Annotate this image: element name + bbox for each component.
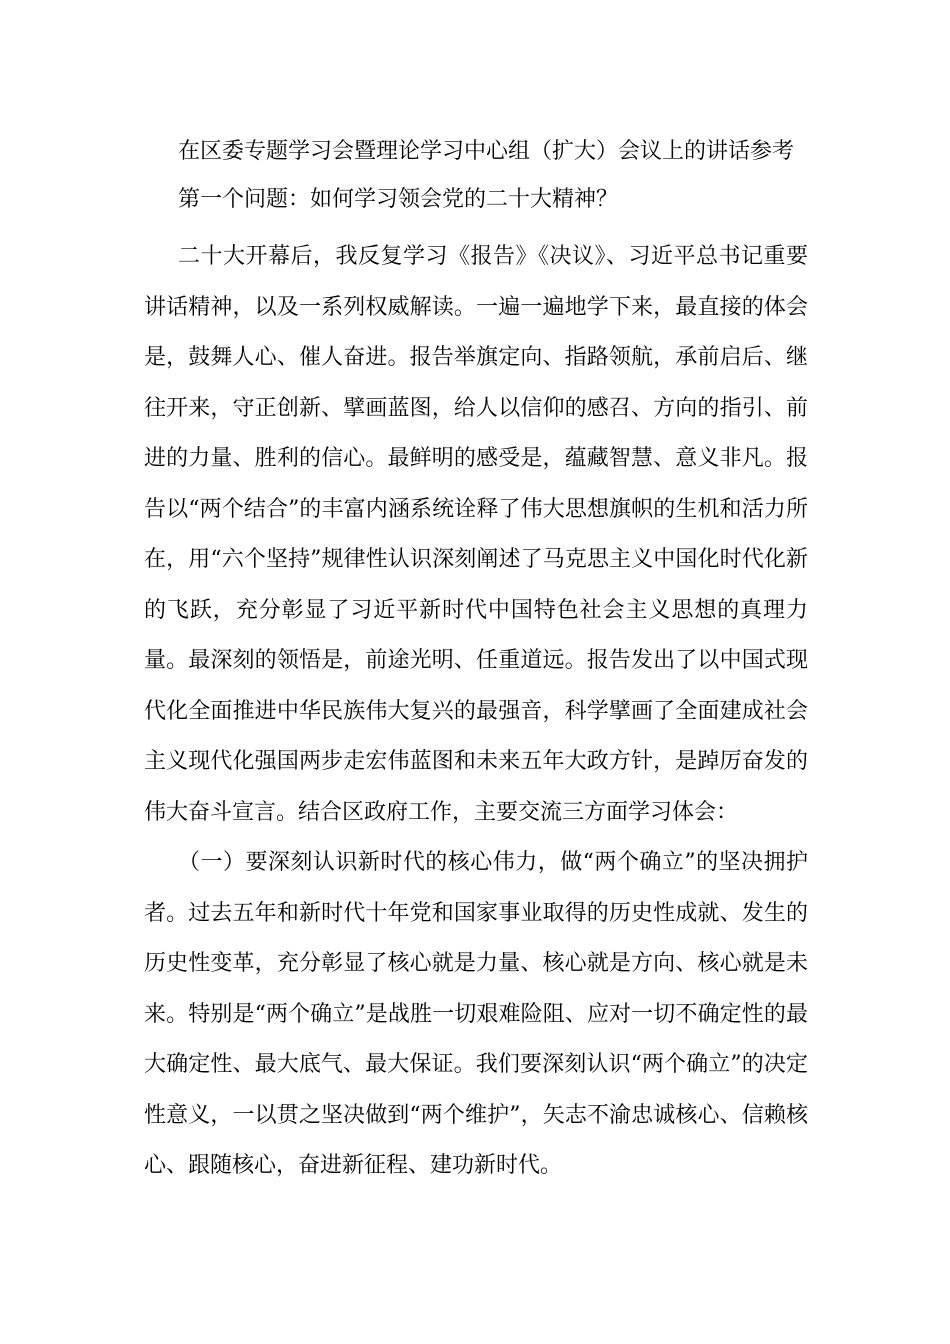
document-page — [144, 130, 808, 1192]
question-heading: 第一个问题：如何学习领会党的二十大精神？ — [178, 187, 619, 212]
paragraph-intro: 二十大开幕后，我反复学习《报告》《决议》、习近平总书记重要讲话精神，以及一系列权威解读。一遍一遍地学下来，最直接的体会是，鼓舞人心、催人奋进。报告举旗定向、指路领航，承前启后、继往开来，守正创新、擘画蓝图，给人以信仰的感召、方向的指引、前进的力量、胜利的信心。最鲜明的感受是，蕴藏智慧、意义非凡。报告以“两个结合”的丰富内涵系统诠释了伟大思想旗帜的生机和活力所在，用“六个坚持”规律性认识深刻阐述了马克思主义中国化时代化新的飞跃，充分彰显了习近平新时代中国特色社会主义思想的真理力量。最深刻的领悟是，前途光明、任重道远。报告发出了以中国式现代化全面推进中华民族伟大复兴的最强音，科学擘画了全面建成社会主义现代化强国两步走宏伟蓝图和未来五年大政方针，是踔厉奋发的伟大奋斗宣言。结合区政府工作，主要交流三方面学习体会： — [144, 244, 808, 825]
paragraph-section-one: （一）要深刻认识新时代的核心伟力，做“两个确立”的坚决拥护者。过去五年和新时代十年党和国家事业取得的历史性成就、发生的历史性变革，充分彰显了核心就是力量、核心就是方向、核心就是未来。特别是“两个确立”是战胜一切艰难险阻、应对一切不确定性的最大确定性、最大底气、最大保证。我们要深刻认识“两个确立”的决定性意义，一以贯之坚决做到“两个维护”，矢志不渝忠诚核心、信赖核心、跟随核心，奋进新征程、建功新时代。 — [144, 850, 808, 1178]
document-title: 在区委专题学习会暨理论学习中心组（扩大）会议上的讲话参考 — [178, 139, 795, 164]
